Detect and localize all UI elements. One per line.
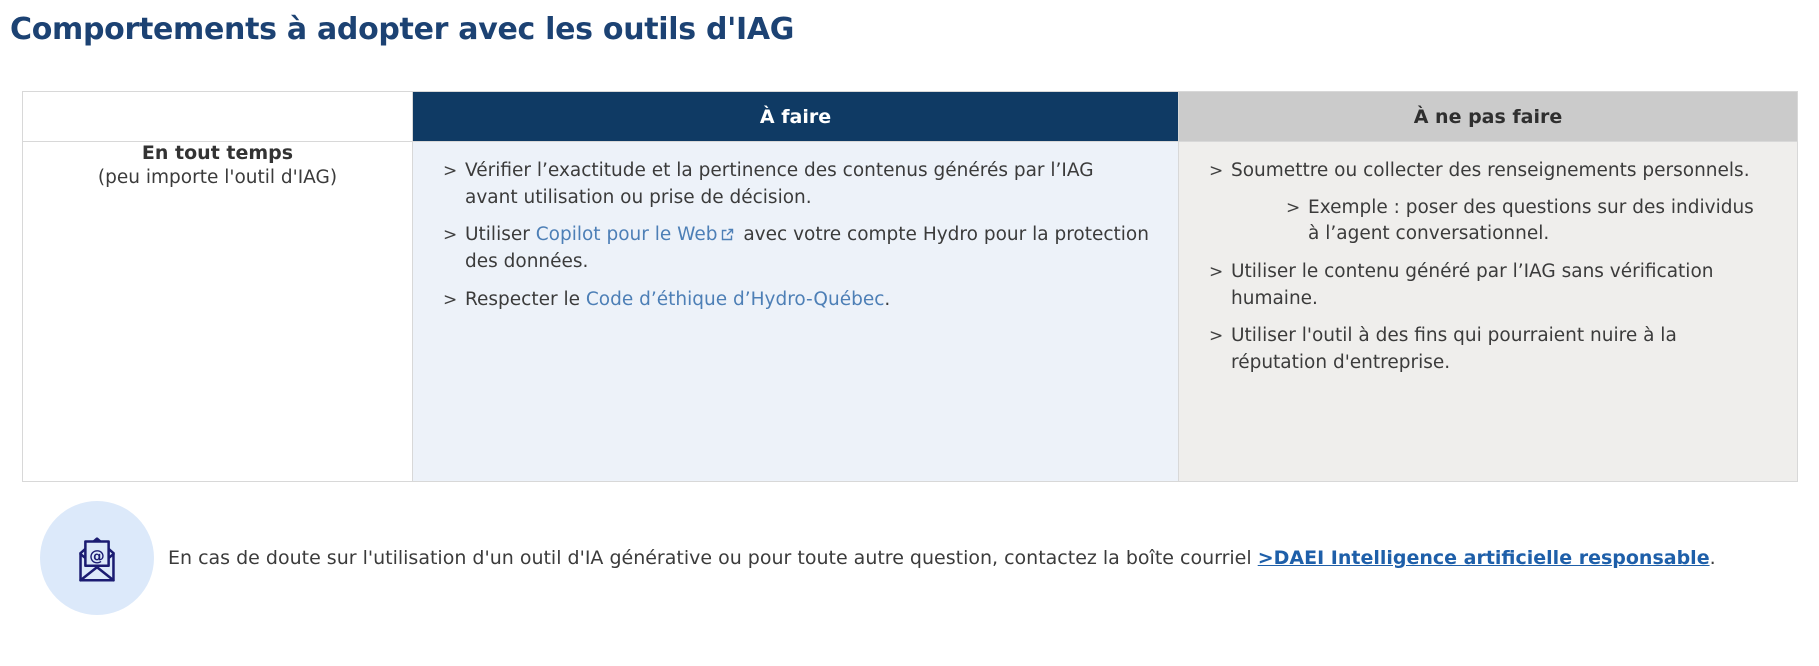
chevron-bullet-icon: >	[1286, 197, 1301, 218]
email-at-icon	[40, 501, 154, 615]
list-item	[443, 158, 1152, 211]
row-header-title: En tout temps	[141, 142, 294, 164]
list-item-text: Soumettre ou collecter des renseignements personnels. > Exemple : poser des questions sur des individus à l’agent conversationnel.	[1231, 158, 1771, 248]
chevron-bullet-icon: >	[443, 161, 458, 181]
list-item	[1209, 323, 1771, 376]
guidelines-table	[22, 91, 1798, 482]
do-cell	[413, 142, 1179, 482]
column-header-do: À faire	[413, 92, 1179, 142]
row-header-cell	[23, 142, 413, 482]
dont-cell	[1179, 142, 1798, 482]
list-item	[1209, 259, 1771, 312]
list-item-text: Exemple : poser des questions sur des individus à l’agent conversationnel.	[1308, 196, 1754, 245]
column-header-dont: À ne pas faire	[1179, 92, 1798, 142]
daei-mailbox-link[interactable]: >DAEI Intelligence artificielle responsable	[1257, 547, 1710, 569]
chevron-bullet-icon: >	[443, 225, 458, 246]
list-item	[443, 222, 1152, 275]
svg-text:@: @	[89, 546, 105, 565]
list-item-text: Utiliser l'outil à des fins qui pourraient nuire à la réputation d'entreprise.	[1231, 325, 1677, 373]
chevron-bullet-icon: >	[1209, 161, 1224, 181]
external-link-icon	[721, 222, 734, 249]
contact-text-after: .	[1709, 547, 1716, 569]
corner-cell	[23, 92, 413, 142]
list-item-text: Vérifier l’exactitude et la pertinence des contenus générés par l’IAG avant utilisation ou prise de décision.	[465, 160, 1094, 208]
sub-list	[1231, 185, 1771, 248]
code-ethique-link[interactable]: Code d’éthique d’Hydro-Québec	[585, 288, 885, 310]
list-item	[443, 287, 1152, 314]
list-item	[1209, 158, 1771, 248]
contact-text-before: En cas de doute sur l'utilisation d'un outil d'IA générative ou pour toute autre question, contactez la boîte courriel	[168, 547, 1258, 569]
contact-text	[168, 547, 1716, 569]
copilot-web-link[interactable]: Copilot pour le Web	[535, 224, 718, 246]
page-title: Comportements à adopter avec les outils d'IAG	[10, 12, 795, 47]
list-item-text: Utiliser le contenu généré par l’IAG sans vérification humaine.	[1231, 260, 1714, 309]
list-item-text: Respecter le Code d’éthique d’Hydro-Québec.	[465, 288, 891, 310]
do-list	[413, 142, 1178, 313]
chevron-bullet-icon: >	[443, 289, 458, 310]
table-body-row	[23, 142, 1798, 482]
dont-list	[1179, 142, 1797, 376]
list-item-text: Utiliser Copilot pour le Web avec votre compte Hydro pour la protection des données.	[465, 224, 1149, 272]
chevron-bullet-icon: >	[1209, 261, 1224, 282]
sub-list-item	[1286, 195, 1771, 248]
chevron-bullet-icon: >	[1209, 326, 1224, 347]
row-header-subtitle: (peu importe l'outil d'IAG)	[97, 167, 338, 188]
contact-section	[40, 501, 1819, 615]
table-header-row	[23, 92, 1798, 142]
